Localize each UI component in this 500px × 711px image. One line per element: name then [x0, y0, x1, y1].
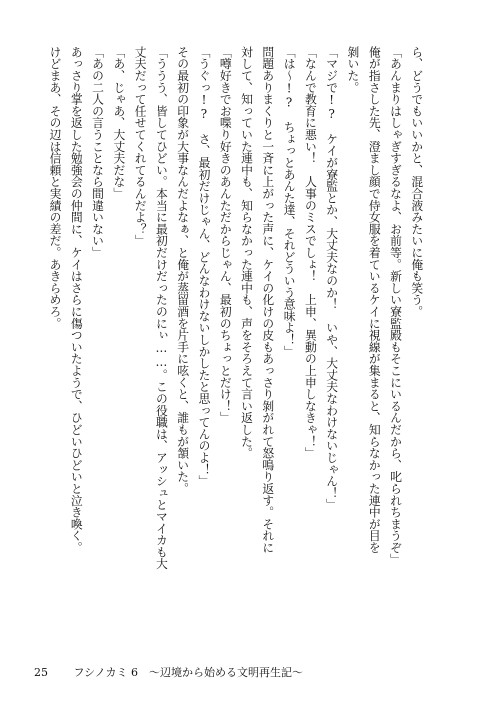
page-number: 25 — [34, 666, 48, 679]
text-line: 丈夫だって任せてくれてるんだよ？」 — [133, 46, 148, 247]
text-line: 「マジで!? ケイが寮監とか、大丈夫なのか！ いや、大丈夫なわけないじゃん！」 — [324, 46, 339, 511]
text-line: 剝いた。 — [345, 46, 360, 94]
text-line: 「あんまりはしゃぎすぎるなよ、お前等。新しい寮監殿もそこにいるんだから、叱られちまうぞ」 — [388, 46, 403, 566]
text-line: 問題ありまくりと一斉に上がった声に、ケイの化けの皮もあっさり剝がれて怒鳴り返す。それに — [260, 46, 275, 554]
text-line: 「あの二人の言うことなら間違いない」 — [90, 46, 105, 259]
text-line: 対して、知っていた連中も、知らなかった連中も、声をそろえて言い返した。 — [239, 46, 254, 459]
text-line: 「噂好きでお喋り好きのあんただからじゃん、最初のちょっとだけ！」 — [218, 46, 233, 424]
text-line: けどまあ、その辺は信頼と実績の差だ。あきらめろ。 — [48, 46, 62, 330]
text-line: 「ううう、皆してひどい。本当に最初だけだったのにぃ……。この役職は、アッシュとマイカも大 — [154, 46, 169, 570]
text-line: ら、どうでもいいかと、混合液みたいに俺も笑う。 — [409, 46, 424, 318]
text-line: 「あ、じゃあ、大丈夫だな」 — [111, 46, 126, 200]
text-line: 「は～!? ちょっとあんた達、それどういう意味よ！」 — [282, 46, 297, 358]
page-footer — [34, 664, 303, 680]
text-line: 「うぐっ!? さ、最初だけじゃん、どんなわけないしかしたと思ってんのよ！」 — [196, 46, 211, 487]
vertical-text-body — [48, 46, 424, 638]
text-line: 俺が指さした先、澄まし顔で侍女服を着ているケイに視線が集まると、知らなかった連中が目を — [367, 46, 382, 554]
text-line: 「なんで教育に悪い！ 人事のミスでしょ！ 上申、異動の上申しなきゃ！」 — [303, 46, 318, 459]
text-line: その最初の印象が大事なんだよなぁ、と俺が蒸留酒を片手に呟くと、誰もが頷いた。 — [175, 46, 190, 495]
text-line: あっさり掌を返した勉強会の仲間に、ケイはさらに傷ついたようで、ひどいひどいと泣き喚く。 — [69, 46, 84, 554]
running-title: フシノカミ 6 ～辺境から始める文明再生記～ — [73, 666, 304, 679]
